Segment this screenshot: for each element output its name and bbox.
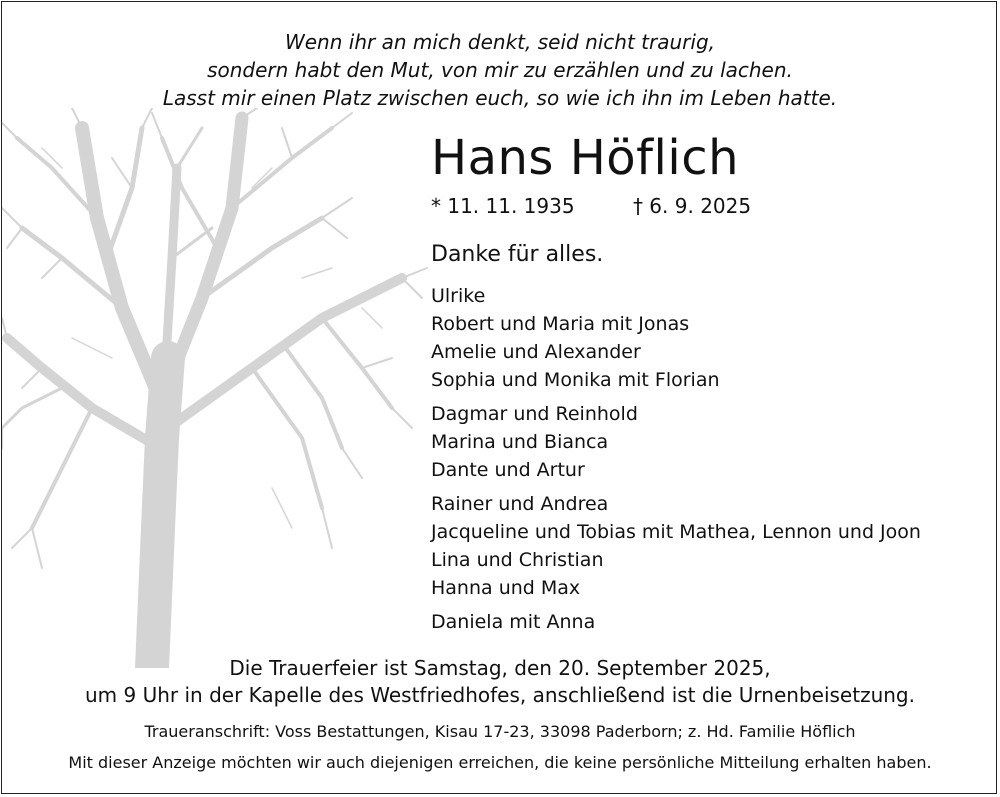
notice-line: Mit dieser Anzeige möchten wir auch diejenigen erreichen, die keine persönliche Mitteilung erhalten haben. xyxy=(68,753,932,772)
family-member: Jacqueline und Tobias mit Mathea, Lennon und Joon xyxy=(431,521,921,543)
ceremony-info xyxy=(0,655,1000,709)
thanks-line: Danke für alles. xyxy=(431,242,604,267)
mourning-address: Traueranschrift: Voss Bestattungen, Kisau 17-23, 33098 Paderborn; z. Hd. Familie Höflich xyxy=(144,722,856,741)
poem-line: Wenn ihr an mich denkt, seid nicht traurig, xyxy=(284,30,716,54)
ceremony-line: um 9 Uhr in der Kapelle des Westfriedhofes, anschließend ist die Urnenbeisetzung. xyxy=(85,683,915,707)
life-dates xyxy=(431,193,751,219)
family-member: Dante und Artur xyxy=(431,459,585,481)
family-group xyxy=(431,490,921,602)
family-member: Daniela mit Anna xyxy=(431,611,596,633)
death-date: † 6. 9. 2025 xyxy=(632,194,752,218)
ceremony-line: Die Trauerfeier ist Samstag, den 20. September 2025, xyxy=(229,656,771,680)
family-group xyxy=(431,400,921,484)
family-member: Ulrike xyxy=(431,285,486,307)
family-member: Rainer und Andrea xyxy=(431,493,609,515)
family-list xyxy=(431,282,921,642)
deceased-name: Hans Höflich xyxy=(431,130,740,186)
family-member: Sophia und Monika mit Florian xyxy=(431,369,720,391)
family-member: Amelie und Alexander xyxy=(431,341,641,363)
poem-line: Lasst mir einen Platz zwischen euch, so wie ich ihn im Leben hatte. xyxy=(162,86,838,110)
family-group xyxy=(431,608,921,636)
family-member: Hanna und Max xyxy=(431,577,581,599)
bare-tree-icon xyxy=(2,108,432,668)
memorial-poem xyxy=(0,28,1000,112)
family-member: Robert und Maria mit Jonas xyxy=(431,313,690,335)
family-group xyxy=(431,282,921,394)
birth-date: * 11. 11. 1935 xyxy=(431,194,575,218)
poem-line: sondern habt den Mut, von mir zu erzählen und zu lachen. xyxy=(207,58,793,82)
family-member: Dagmar und Reinhold xyxy=(431,403,638,425)
family-member: Lina und Christian xyxy=(431,549,604,571)
family-member: Marina und Bianca xyxy=(431,431,609,453)
